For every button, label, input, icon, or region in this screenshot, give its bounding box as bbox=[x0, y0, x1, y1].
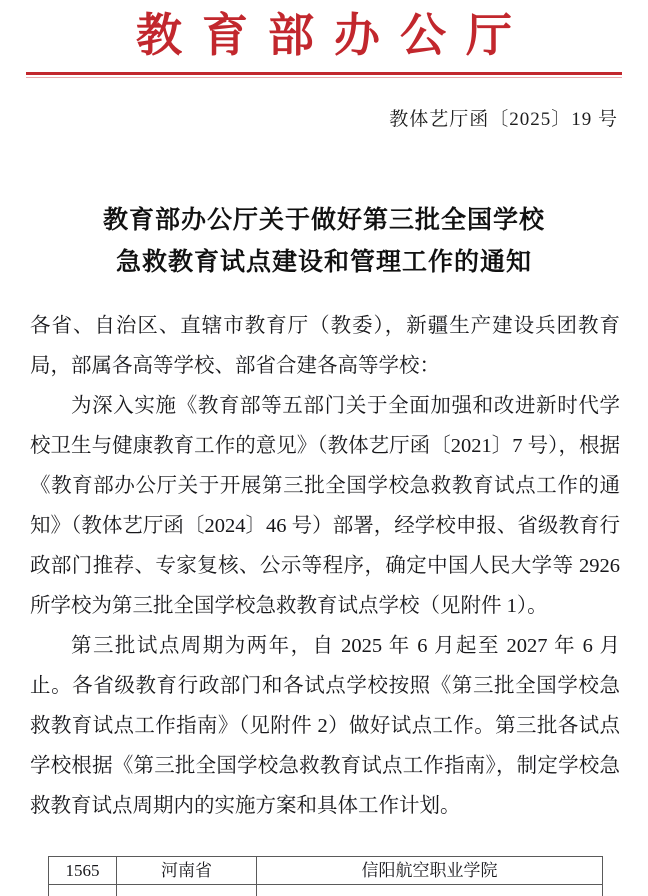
document-paragraph-2: 第三批试点周期为两年，自 2025 年 6 月起至 2027 年 6 月止。各省级教育行政部门和各试点学校按照《第三批全国学校急救教育试点工作指南》（见附件 2）做好试点工作。第三批各试点学校根据《第三批全国学校急救教育试点工作指南》，制定学校急救教育试点周期内的实施方案和具体工作计划。 bbox=[30, 635, 620, 817]
masthead-divider-rule bbox=[26, 72, 622, 78]
document-addressee: 各省、自治区、直辖市教育厅（教委），新疆生产建设兵团教育局，部属各高等学校、部省合建各高等学校： bbox=[30, 315, 620, 377]
document-title-line-2: 急救教育试点建设和管理工作的通知 bbox=[115, 249, 532, 276]
appendix-table-body bbox=[49, 857, 603, 896]
table-cell-index: 1565 bbox=[49, 857, 117, 885]
appendix-table bbox=[48, 856, 603, 896]
appendix-table-container bbox=[48, 856, 602, 896]
document-number: 教体艺厅函〔2025〕19 号 bbox=[389, 109, 618, 130]
table-cell-index bbox=[49, 885, 117, 896]
table-cell-school bbox=[257, 885, 603, 896]
document-title-line-1: 教育部办公厅关于做好第三批全国学校 bbox=[102, 207, 545, 234]
document-paragraph-1: 为深入实施《教育部等五部门关于全面加强和改进新时代学校卫生与健康教育工作的意见》（教体艺厅函〔2021〕7 号），根据《教育部办公厅关于开展第三批全国学校急救教育试点工作的通知》（教体艺厅函〔2024〕46 号）部署，经学校申报、省级教育行政部门推荐、专家复核、公示等程序，确定中国人民大学等 2926 所学校为第三批全国学校急救教育试点学校（见附件 1）。 bbox=[30, 395, 620, 617]
table-cell-province: 河南省 bbox=[117, 857, 257, 885]
table-cell-province bbox=[117, 885, 257, 896]
table-row bbox=[49, 857, 603, 885]
masthead-rule-thin bbox=[26, 77, 622, 78]
document-body bbox=[30, 306, 620, 826]
document-title bbox=[30, 200, 618, 284]
table-cell-school: 信阳航空职业学院 bbox=[257, 857, 603, 885]
document-masthead bbox=[0, 8, 648, 64]
table-row bbox=[49, 885, 603, 896]
masthead-organization-title: 教育部办公厅 bbox=[136, 10, 532, 61]
